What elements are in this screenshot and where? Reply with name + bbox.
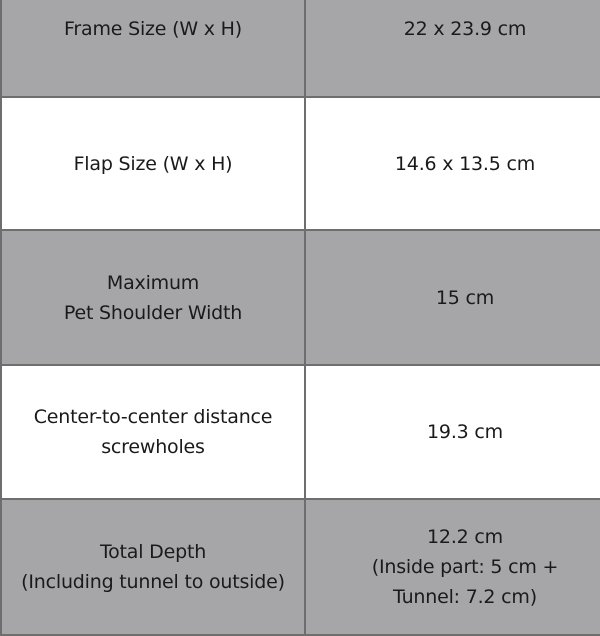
cell-text: 15 cm [435,286,495,309]
cell-text: 19.3 cm [427,421,503,443]
spec-label-screwhole-distance [1,365,305,499]
cell-text: Tunnel: 7.2 cm) [393,586,537,608]
table-row [1,499,600,635]
table-row [1,0,600,97]
spec-label-shoulder-width [1,230,305,365]
cell-text: Total Depth [99,541,207,563]
table-row [1,365,600,499]
spec-label-flap-size [1,97,305,230]
spec-value-flap-size [305,97,600,230]
cell-text: Pet Shoulder Width [63,301,243,324]
cell-text: screwholes [101,436,205,458]
cell-text: Flap Size (W x H) [73,152,233,175]
cell-text: 14.6 x 13.5 cm [394,152,536,175]
spec-label-frame-size [1,0,305,97]
spec-value-frame-size [305,0,600,97]
cell-text: 12.2 cm [427,526,503,548]
cell-text: Center-to-center distance [33,406,273,428]
spec-value-total-depth [305,499,600,635]
cell-text: Maximum [106,271,200,294]
cell-text: (Inside part: 5 cm + [371,556,559,578]
spec-label-total-depth [1,499,305,635]
spec-value-screwhole-distance [305,365,600,499]
cell-text: Frame Size (W x H) [64,18,242,40]
cell-text: (Including tunnel to outside) [21,571,285,593]
table-row [1,97,600,230]
table-row [1,230,600,365]
cell-text: 22 x 23.9 cm [403,18,527,40]
spec-value-shoulder-width [305,230,600,365]
